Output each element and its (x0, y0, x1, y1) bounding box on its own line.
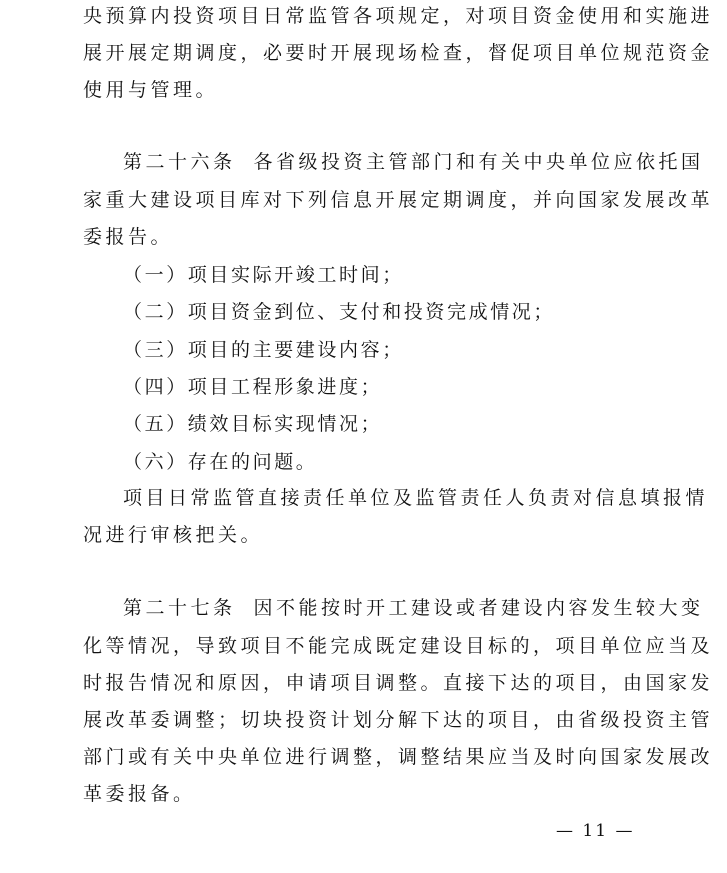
page-number: — 11 — (556, 821, 635, 841)
list-item: （二）项目资金到位、支付和投资完成情况； (123, 301, 556, 323)
article-heading: 第二十六条 (123, 151, 236, 173)
article-26-first-line (123, 150, 704, 174)
text-line: 家重大建设项目库对下列信息开展定期调度，并向国家发展改革 (83, 189, 714, 211)
text-line: 革委报备。 (83, 783, 196, 805)
text-line: 时报告情况和原因，申请项目调整。直接下达的项目，由国家发 (83, 672, 714, 694)
list-item: （五）绩效目标实现情况； (123, 413, 383, 435)
text-line: 项目日常监管直接责任单位及监管责任人负责对信息填报情 (123, 487, 709, 509)
text-line: 部门或有关中央单位进行调整，调整结果应当及时向国家发展改 (83, 746, 714, 768)
text-line: 展开展定期调度，必要时开展现场检查，督促项目单位规范资金 (83, 42, 714, 64)
text-line: 展改革委调整；切块投资计划分解下达的项目，由省级投资主管 (83, 709, 714, 731)
text-line: 化等情况，导致项目不能完成既定建设目标的，项目单位应当及 (83, 635, 714, 657)
text-line: 况进行审核把关。 (83, 524, 264, 546)
text-line: 各省级投资主管部门和有关中央单位应依托国 (253, 151, 704, 173)
text-line: 使用与管理。 (83, 79, 219, 101)
article-heading: 第二十七条 (123, 597, 236, 619)
list-item: （六）存在的问题。 (123, 451, 318, 473)
list-item: （一）项目实际开竣工时间； (123, 264, 404, 286)
list-item: （三）项目的主要建设内容； (123, 339, 404, 361)
article-27-first-line (123, 596, 704, 620)
list-item: （四）项目工程形象进度； (123, 376, 383, 398)
text-line: 委报告。 (83, 226, 174, 248)
text-line: 因不能按时开工建设或者建设内容发生较大变 (253, 597, 704, 619)
text-line: 央预算内投资项目日常监管各项规定，对项目资金使用和实施进 (83, 5, 714, 27)
